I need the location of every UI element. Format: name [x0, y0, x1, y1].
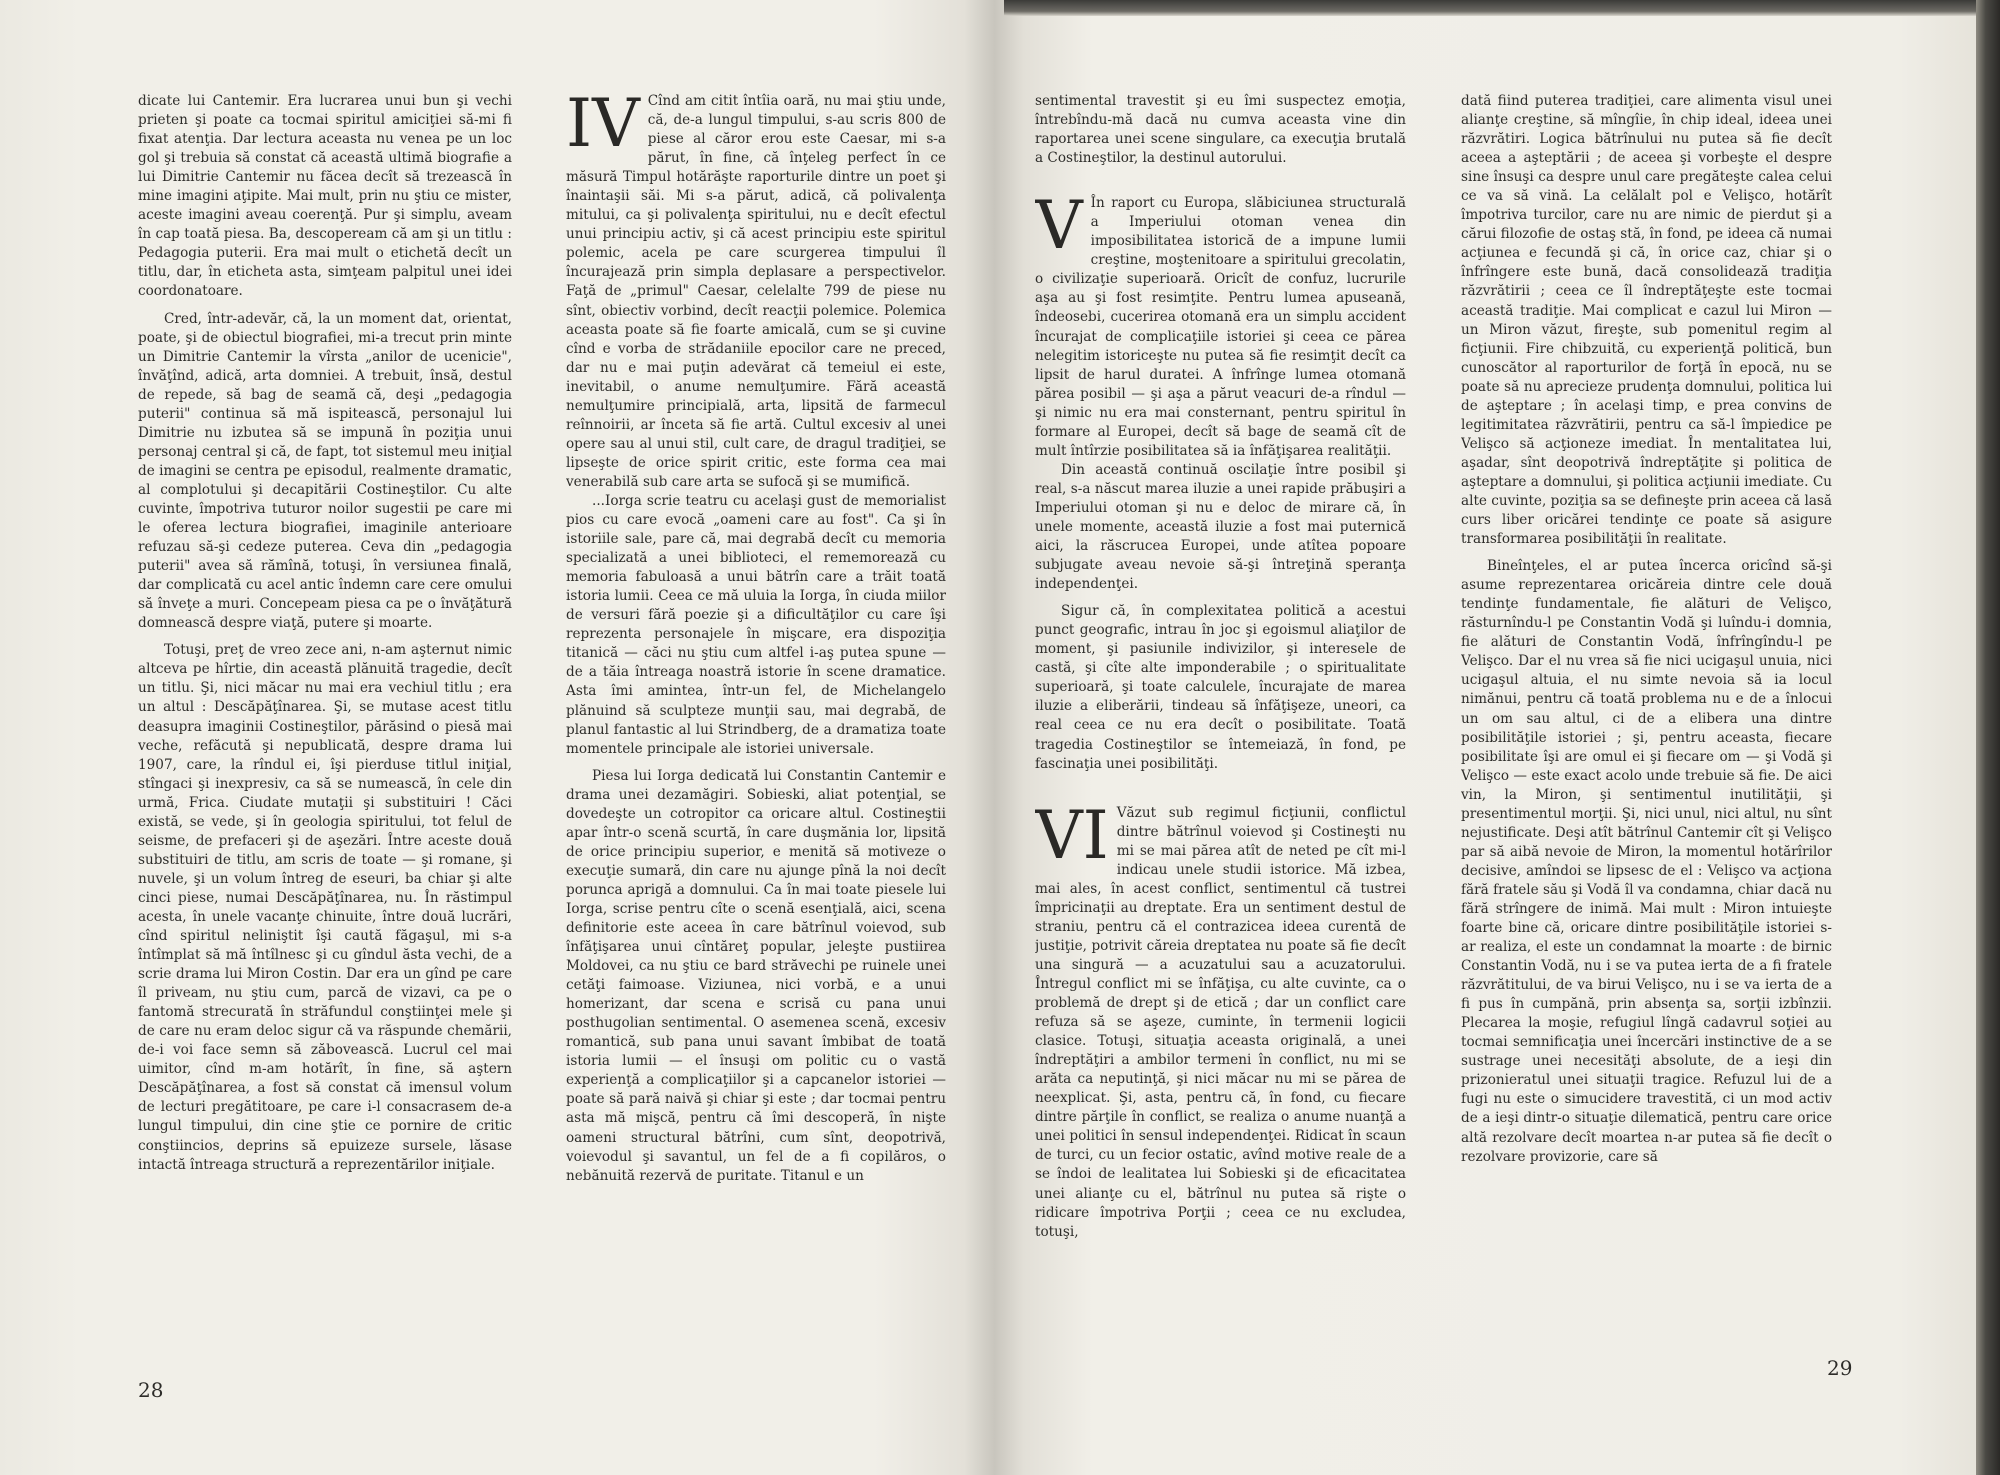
paragraph: În raport cu Europa, slăbiciunea structurală a Imperiului otoman venea din imposibilitatea istorică de a impune lumii creştine, moştenitoare a spiritului grecolatin, o civilizaţie superioară. Oricît de confuz, lucrurile aşa au şi fost resimţite. Pentru lumea apuseană, îndeosebi, cucerirea otomană era un simplu accident încurajat de complicaţiile istoriei şi ceea ce părea nelegitim istoriceşte nu putea să fie resimţit decît ca lipsit de harul duratei. A înfrînge lumea otomană părea posibil — şi aşa a părut veacuri de-a rîndul — şi nimic nu era mai consternant, pentru spiritul în formare al Europei, decît să bage de seamă cît de mult întîrzie posibilitatea să ia înfăţişarea realităţii. [1035, 195, 1406, 459]
paragraph: ...Iorga scrie teatru cu acelaşi gust de memorialist pios cu care evocă „oameni care au fost". Ca şi în istoriile sale, pare că, mai degrabă decît cu memoria specializată a unei biblioteci, el rememorează cu memoria fabuloasă a unui bătrîn care a trăit toată istoria lumii. Ceea ce mă uluia la Iorga, în ciuda miilor de versuri fără poezie şi a dificultăţilor cu care îşi reprezenta personajele în mişcare, era dispoziţia titanică — căci nu ştiu cum altfel i-aş putea spune — de a tăia întreaga noastră istorie în scene dramatice. Asta îmi amintea, într-un fel, de Michelangelo plănuind să sculpteze munţii sau, mai degrabă, de planul fantastic al lui Strindberg, de a dramatiza toate momentele principale ale istoriei universale. [566, 492, 946, 757]
right-page-column-1 [1035, 92, 1406, 1382]
paragraph: Bineînţeles, el ar putea încerca oricînd să-şi asume reprezentarea oricăreia dintre cele două tendinţe fundamentale, fie alături de Velişco, răsturnîndu-l pe Constantin Vodă şi luîndu-i domnia, fie alături de Constantin Vodă, înfrîngîndu-l pe Velişco. Dar el nu vrea să fie nici ucigaşul unuia, nici ucigaşul altuia, el nu simte nevoia să ia locul nimănui, pentru că toată problema nu e de a înlocui un om sau altul, ci de a elibera una dintre posibilităţile istoriei ; şi, pentru aceasta, fiecare posibilitate îşi are omul ei şi fiecare om — şi Vodă şi Velişco — este exact acolo unde trebuie să fie. De aici vin, la Miron, şi sentimentul inutilităţii, şi presentimentul morţii. Şi, nici unul, nici altul, nu sînt nejustificate. Deşi atît bătrînul Cantemir cît şi Velişco par să aibă nevoie de Miron, la momentul hotărîrilor decisive, amîndoi se lipsesc de el : Velişco va acţiona fără fratele său şi Vodă îl va condamna, chiar dacă nu fără strîngere de inimă. Mai mult : Miron intuieşte foarte bine că, oricare dintre posibilităţile istoriei s-ar realiza, el este un condamnat la moarte : de birnic Constantin Vodă, nu i se va putea ierta de a fi fratele răzvrătitului, de va birui Velişco, nu i se va ierta de a fi pus în cumpănă, prin absenţa sa, sorţii izbînzii. Plecarea la moşie, refugiul lîngă cadavrul soţiei au tocmai semnificaţia unei încercări instinctive de a se sustrage unei necesităţi absolute, de a ieşi din prizonieratul unei situaţii tragice. Refuzul lui de a fugi nu este o simucidere travestită, ci un mod activ de a ieşi dintr-o situaţie dilematică, pentru care orice altă rezolvare decît moartea n-ar putea să fie decît o rezolvare provizorie, care să [1461, 558, 1832, 1165]
section-iv [566, 92, 946, 492]
section-initial-vi: VI [1035, 796, 1109, 874]
paragraph: Cînd am citit întîia oară, nu mai ştiu unde, că, de-a lungul timpului, s-au scris 800 de piese al căror erou este Caesar, mi s-a părut, în fine, că înţeleg perfect în ce măsură Timpul hotărăşte raporturile dintre un poet şi înaintaşii săi. Mi s-a părut, adică, că polivalenţa mitului, ca şi polivalenţa spiritului, nu e decît efectul unui principiu activ, şi că acest principiu este spiritul polemic, acela pe care scurgerea timpului îl încurajează prin simpla deplasare a perspectivelor. Faţă de „primul" Caesar, celelalte 799 de piese nu sînt, obiectiv vorbind, decît reacţii polemice. Polemica aceasta poate să fie foarte amicală, cum se şi cuvine cînd e vorba de strădaniile epocilor care ne preced, dar nu e mai puţin adevărat că temeiul ei este, inevitabil, o anume nemulţumire. Fără această nemulţumire principială, arta, lipsită de farmecul reînnoirii, ar înceta să fie artă. Cultul excesiv al unei opere sau al unui stil, cult care, de dragul tradiţiei, se lipseşte de orice spirit critic, este forma cea mai venerabilă sub care arta se sufocă şi se mumifică. [566, 93, 946, 490]
paragraph: Sigur că, în complexitatea politică a acestui punct geografic, intrau în joc şi egoismul aliaţilor de moment, şi pasiunile indivizilor, şi interesele de castă, şi cîte alte imponderabile ; o spiritualitate superioară, şi toate calculele, încurajate de marea iluzie a eliberării, tindeau să înfăţişeze, uneori, ca real ceea ce nu era decît o posibilitate. Toată tragedia Costineştilor se întemeiază, în fond, pe fascinaţia unei posibilităţi. [1035, 603, 1406, 772]
right-page-column-2 [1461, 92, 1832, 1382]
section-initial-iv: IV [566, 92, 640, 162]
paragraph: Totuşi, preţ de vreo zece ani, n-am aşternut nimic altceva pe hîrtie, din această plănuită tragedie, decît un titlu. Şi, nici măcar nu mai era vechiul titlu ; era un altul : Descăpăţînarea. Şi, se mutase acest titlu deasupra imaginii Costineştilor, părăsind o piesă mai veche, refăcută şi nepublicată, despre drama lui 1907, care, la rîndul ei, îşi pierduse titlul iniţial, stîngaci şi inexpresiv, ca să se numească, în cele din urmă, Frica. Ciudate mutaţii şi substituiri ! Căci există, se vede, şi în geologia spiritului, tot felul de seisme, de prefaceri şi de aşezări. Între aceste două substituiri de titlu, am scris de toate — şi romane, şi nuvele, şi un volum întreg de eseuri, ba chiar şi alte cinci piese, numai Descăpăţînarea, nu. În răstimpul acesta, în unele vacanţe chinuite, între două lucrări, cînd spiritul neliniştit îşi caută făgaşul, mi s-a întîmplat să mă întîlnesc şi cu gîndul ăsta vechi, de a scrie drama lui Miron Costin. Dar era un gînd pe care îl priveam, nu ştiu cum, parcă de vizavi, ca pe o fantomă strecurată în străfundul conştiinţei mele şi de care nu eram deloc sigur că va răspunde chemării, de-i voi face semn să zăbovească. Lucrul cel mai uimitor, cînd m-am hotărît, în fine, să aştern Descăpăţînarea, a fost să constat că imensul volum de lecturi pregătitoare, pe care i-l consacrasem de-a lungul timpului, din cine ştie ce pornire de critic conştiincios, deprins să epuizeze sursele, lăsase intactă întreaga structură a reprezentărilor iniţiale. [138, 642, 512, 1173]
paragraph: dată fiind puterea tradiţiei, care alimenta visul unei alianţe creştine, să mîngîie, în chip ideal, ideea unei răzvrătiri. Logica bătrînului nu putea să fie decît aceea a aşteptării ; de aceea şi vorbeşte el despre sine însuşi ca despre unul care pregăteşte calea celui ce va să vină. La celălalt pol e Velişco, hotărît împotriva turcilor, care nu are nimic de pierdut şi a cărui filozofie de ostaş stă, în fond, pe ideea că numai acţiunea e fecundă şi că, în orice caz, chiar şi o înfrîngere este bună, dacă consolidează tradiţia răzvrătirii ; ceea ce îl îndreptăţeşte este tocmai această tradiţie. Mai complicat e cazul lui Miron — un Miron văzut, fireşte, sub pomenitul regim al ficţiunii. Fire chibzuită, cu experienţă politică, bun cunoscător al raporturilor de forţă în epocă, nu se poate să nu aprecieze prudenţa domnului, politica lui de aşteptare ; în acelaşi timp, e prea convins de legitimitatea răzvrătirii, pentru ca să-l împiedice pe Velişco să acţioneze imediat. În mentalitatea lui, aşadar, sînt deopotrivă îndreptăţite şi politica de aşteptare a domnului, şi politica acţiunii imediate. Cu alte cuvinte, poziţia sa se defineşte prin aceea că lasă curs liber oricărei tendinţe ce poate să asigure transformarea posibilităţii în realitate. [1461, 93, 1832, 548]
page-number-left: 28 [138, 1378, 164, 1402]
book-cover-top-edge [1004, 0, 1976, 16]
page-number-right: 29 [1827, 1356, 1853, 1380]
paragraph: Din această continuă oscilaţie între posibil şi real, s-a născut marea iluzie a unei rapide prăbuşiri a Imperiului otoman şi nu e deloc de mirare că, în unele momente, această iluzie a fost mai puternică aici, la răscrucea Europei, unde atîtea popoare subjugate aveau nevoie să-şi întreţină speranţa independenţei. [1035, 461, 1406, 593]
paragraph: dicate lui Cantemir. Era lucrarea unui bun şi vechi prieten şi poate ca tocmai spiritul amiciţiei să-mi fi fixat atenţia. Dar lectura aceasta nu venea pe un loc gol şi trebuia să constat că această ultimă biografie a lui Dimitrie Cantemir nu făcea decît să trezească în mine imagini aţipite. Mai mult, prin nu ştiu ce mister, aceste imagini aveau coerenţă. Pur şi simplu, aveam în cap toată piesa. Ba, descopeream că am şi un titlu : Pedagogia puterii. Era mai mult o etichetă decît un titlu, dar, în eticheta asta, simţeam palpitul unei idei coordonatoare. [138, 93, 512, 300]
section-v [1035, 187, 1406, 461]
section-vi [1035, 796, 1406, 1242]
paragraph: Cred, într-adevăr, că, la un moment dat, orientat, poate, şi de obiectul biografiei, mi-a trecut prin minte un Dimitrie Cantemir la vîrsta „anilor de ucenicie", învăţînd, adică, arta domniei. A trebuit, însă, destul de repede, să bag de seamă că, deşi „pedagogia puterii" continua să mă ispitească, personajul lui Dimitrie nu izbutea să se impună în poziţia unui personaj central şi că, de fapt, tot sistemul meu iniţial de imagini se centra pe episodul, realmente dramatic, al complotului şi decapitării Costineştilor. Cu alte cuvinte, împotriva tuturor noilor sugestii pe care mi le oferea lectura biografiei, imaginile anterioare refuzau să-şi cedeze puterea. Ceva din „pedagogia puterii" avea să rămînă, totuşi, în versiunea finală, dar complicată cu acel antic îndemn care cere omului să înveţe a muri. Concepeam piesa ca pe o învăţătură domnească despre viaţă, putere şi moarte. [138, 310, 512, 632]
paragraph: Piesa lui Iorga dedicată lui Constantin Cantemir e drama unei dezamăgiri. Sobieski, aliat potenţial, se dovedeşte un cotropitor ca oricare altul. Costineştii apar într-o scenă scurtă, în care duşmănia lor, lipsită de orice principiu superior, e menită să motiveze o execuţie sumară, din care nu ajunge pînă la noi decît porunca aprigă a domnului. Ca în mai toate piesele lui Iorga, scrise pentru cîte o scenă esenţială, aici, scena definitorie este aceea în care bătrînul voievod, sub înfăţişarea unui cîntăreţ popular, jeleşte pustiirea Moldovei, ca nu ştiu ce bard străvechi pe ruinele unei cetăţi faimoase. Viziunea, nici vorbă, e a unui homerizant, dar scena e scrisă cu pana unui posthugolian sentimental. O asemenea scenă, excesiv romantică, sub pana unui savant îmbibat de toată istoria lumii — el însuşi om politic cu o vastă experienţă a complicaţiilor şi a capcanelor istoriei — poate să pară naivă şi chiar şi este ; dar tocmai pentru asta mă mişcă, pentru că îmi descoperă, în nişte oameni structural bătrîni, cum sînt, deopotrivă, voievodul şi savantul, un fel de a fi copilăros, o nebănuită rezervă de puritate. Titanul e un [566, 767, 946, 1184]
book-cover-side-edge [1976, 0, 2000, 1475]
paragraph: Văzut sub regimul ficţiunii, conflictul dintre bătrînul voievod şi Costineşti nu mi se mai părea atît de neted pe cît mi-l indicau unele studii istorice. Mă izbea, mai ales, în acest conflict, sentimentul că tustrei împricinaţii au dreptate. Era un sentiment destul de straniu, pentru că el contrazicea ideea curentă de justiţie, potrivit căreia dreptatea nu poate să fie decît una singură — a acuzatului sau a acuzatorului. Întregul conflict mi se înfăţişa, cu alte cuvinte, ca o problemă de drept şi de etică ; dar un conflict care refuza să se aşeze, cuminte, în termenii logicii clasice. Totuşi, situaţia aceasta originală, a unei îndreptăţiri a ambilor termeni în conflict, nu mi se arăta ca neputinţă, şi nici măcar nu mi se părea de neexplicat. Şi, asta, pentru că, în fond, cu fiecare dintre părţile în conflict, se realiza o anume nuanţă a unei politici în sensul independenţei. Ridicat în scaun de turci, cu un fecior ostatic, avînd motive reale de a se îndoi de lealitatea lui Sobieski şi de eficacitatea unei alianţe cu el, bătrînul nu putea să rişte o ridicare împotriva Porţii ; ceea ce nu excludea, totuşi, [1035, 804, 1406, 1240]
left-page [0, 0, 994, 1475]
section-initial-v: V [1035, 187, 1083, 265]
paragraph: sentimental travestit şi eu îmi suspectez emoţia, întrebîndu-mă dacă nu cumva aceasta vine din raportarea unei scene singulare, ca execuţia brutală a Costineştilor, la destinul autorului. [1035, 93, 1406, 167]
left-page-column-1 [138, 92, 512, 1382]
left-page-column-2 [566, 92, 946, 1382]
